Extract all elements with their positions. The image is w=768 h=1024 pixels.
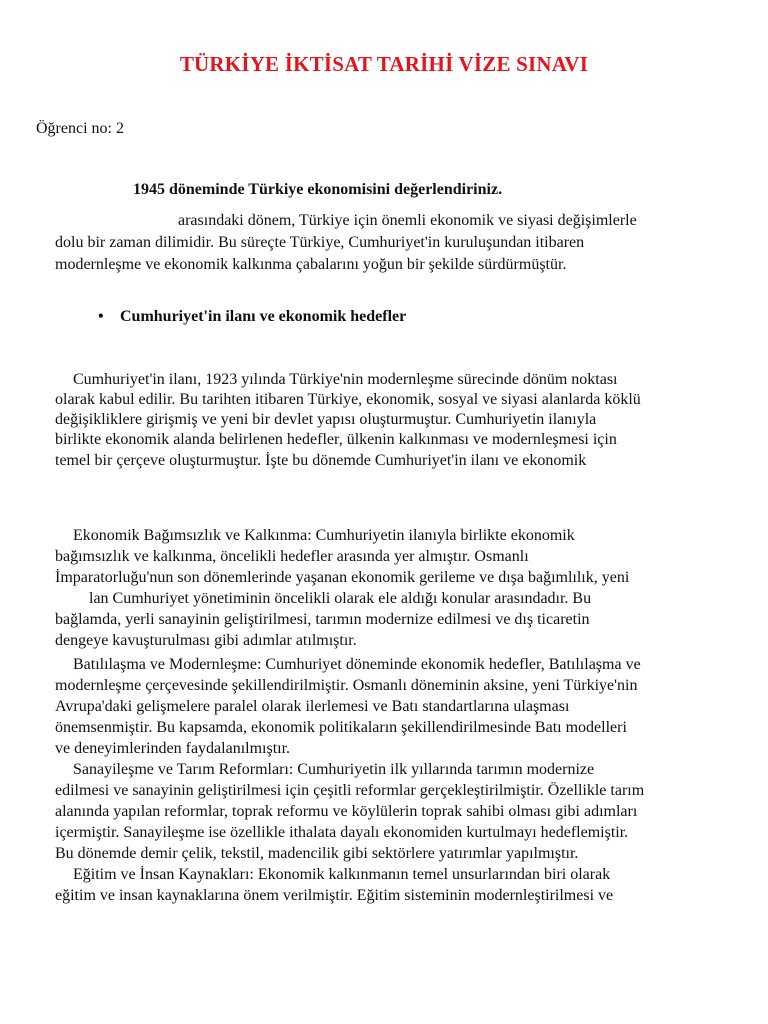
document-title: TÜRKİYE İKTİSAT TARİHİ VİZE SINAVI — [179, 52, 589, 76]
text-line: edilmesi ve sanayinin geliştirilmesi için çeşitli reformlar gerçekleştirilmiştir. Özellikle tarım — [55, 782, 645, 799]
text-line: içermiştir. Sanayileşme ise özellikle ithalata dayalı ekonomiden kurtulmayı hedeflemiştir. — [55, 824, 629, 841]
text-line: Avrupa'daki gelişmelere paralel olarak ilerlemesi ve Batı standartlarına ulaşması — [55, 698, 570, 715]
text-line: Ekonomik Bağımsızlık ve Kalkınma: Cumhuriyetin ilanıyla birlikte ekonomik — [73, 527, 575, 544]
text-line: Cumhuriyet'in ilanı, 1923 yılında Türkiye'nin modernleşme sürecinde dönüm noktası — [73, 371, 618, 388]
text-line: değişikliklere girişmiş ve yeni bir devlet yapısı oluşturmuştur. Cumhuriyetin ilanıyla — [55, 411, 597, 428]
text-line: olarak kabul edilir. Bu tarihten itibaren Türkiye, ekonomik, sosyal ve siyasi alanlarda köklü — [55, 391, 641, 408]
section-heading — [98, 308, 406, 326]
text-line: modernleşme çerçevesinde şekillendirilmiştir. Osmanlı döneminin aksine, yeni Türkiye'nin — [55, 677, 638, 694]
text-line: Batılılaşma ve Modernleşme: Cumhuriyet döneminde ekonomik hedefler, Batılılaşma ve — [73, 656, 641, 673]
text-line: İmparatorluğu'nun son dönemlerinde yaşanan ekonomik gerileme ve dışa bağımlılık, yeni — [55, 569, 630, 586]
text-line: Eğitim ve İnsan Kaynakları: Ekonomik kalkınmanın temel unsurlarından biri olarak — [73, 866, 611, 883]
text-line: temel bir çerçeve oluşturmuştur. İşte bu dönemde Cumhuriyet'in ilanı ve ekonomik — [55, 452, 587, 469]
student-number: Öğrenci no: 2 — [36, 120, 124, 137]
text-line: Sanayileşme ve Tarım Reformları: Cumhuriyetin ilk yıllarında tarımın modernize — [73, 761, 595, 778]
text-line: alanında yapılan reformlar, toprak reformu ve köylülerin toprak sahibi olması gibi adımları — [55, 803, 638, 820]
text-line: Bu dönemde demir çelik, tekstil, madencilik gibi sektörlere yatırımlar yapılmıştır. — [55, 845, 579, 862]
text-line: dengeye kavuşturulması gibi adımlar atılmıştır. — [55, 632, 357, 649]
section-heading-text: Cumhuriyet'in ilanı ve ekonomik hedefler — [120, 308, 407, 325]
text-line: dolu bir zaman dilimidir. Bu süreçte Türkiye, Cumhuriyet'in kuruluşundan itibaren — [55, 234, 585, 251]
text-line: lan Cumhuriyet yönetiminin öncelikli olarak ele aldığı konular arasındadır. Bu — [89, 590, 592, 607]
text-line: bağlamda, yerli sanayinin geliştirilmesi, tarımın modernize edilmesi ve dış ticaretin — [55, 611, 590, 628]
text-line: önemsenmiştir. Bu kapsamda, ekonomik politikaların şekillendirilmesinde Batı modelleri — [55, 719, 627, 736]
text-line: eğitim ve insan kaynaklarına önem verilmiştir. Eğitim sisteminin modernleştirilmesi ve — [55, 887, 614, 904]
exam-question: 1945 döneminde Türkiye ekonomisini değerlendiriniz. — [133, 181, 503, 198]
text-line: birlikte ekonomik alanda belirlenen hedefler, ülkenin kalkınması ve modernleşmesi için — [55, 431, 617, 448]
text-line: bağımsızlık ve kalkınma, öncelikli hedefler arasında yer almıştır. Osmanlı — [55, 548, 529, 565]
text-line: ve deneyimlerinden faydalanılmıştır. — [55, 740, 291, 757]
bullet-icon: • — [98, 308, 104, 325]
text-line: arasındaki dönem, Türkiye için önemli ekonomik ve siyasi değişimlerle — [178, 212, 637, 229]
text-line: modernleşme ve ekonomik kalkınma çabalarını yoğun bir şekilde sürdürmüştür. — [55, 256, 567, 273]
